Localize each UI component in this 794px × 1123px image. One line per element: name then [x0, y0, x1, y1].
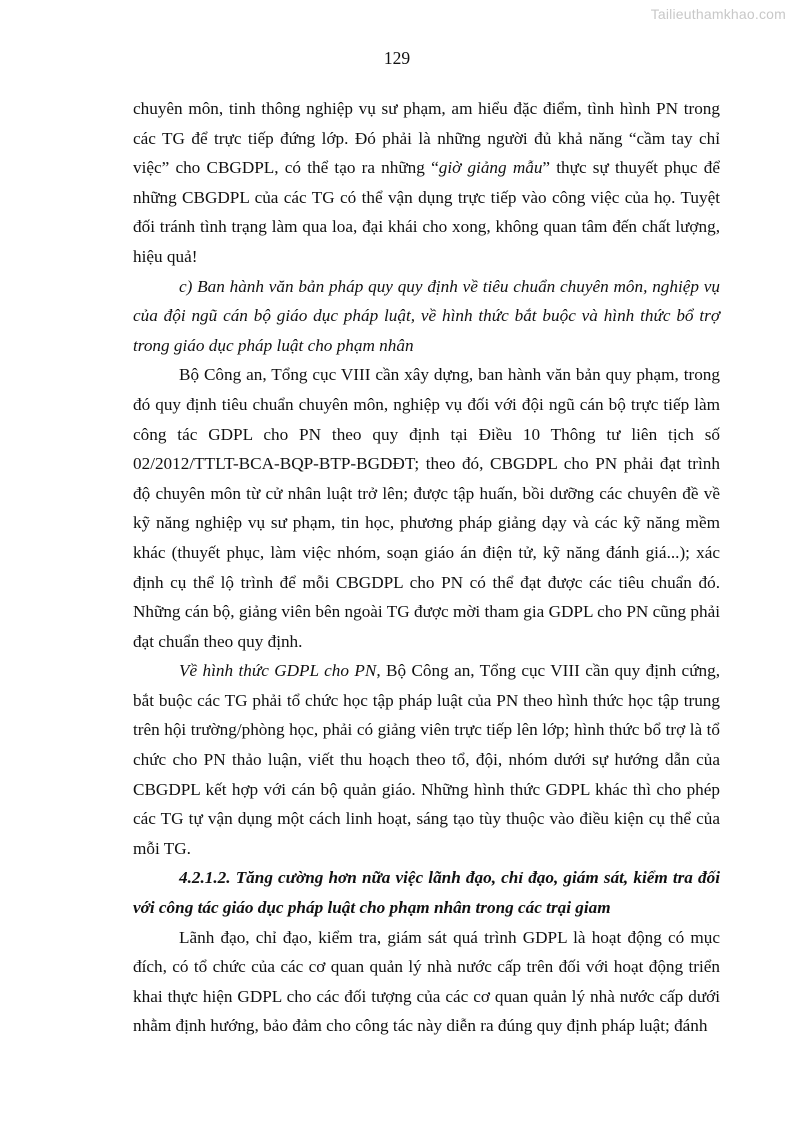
italic-lead: Về hình thức GDPL cho PN: [179, 661, 377, 681]
paragraph-text-after: ” thực sự thuyết phục để những CBGDPL của các TG có thể vận dụng trực tiếp vào công việc của họ. Tuyệt đối tránh tình trạng làm qua loa, đại khái cho xong, không quan tâm đến chất lượng, hiệu quả!: [133, 158, 720, 266]
paragraph-text: chuyên môn, tinh thông nghiệp vụ sư phạm, am hiểu đặc điểm, tình hình PN trong các TG để trực tiếp đứng lớp. Đó phải là những người đủ khả năng “cầm tay chỉ việc” cho CBGDPL, có thể tạo ra những “: [133, 99, 720, 178]
section-heading-4-2-1-2: 4.2.1.2. Tăng cường hơn nữa việc lãnh đạo, chỉ đạo, giám sát, kiểm tra đối với công tác giáo dục pháp luật cho phạm nhân trong các trại giam: [133, 868, 720, 918]
watermark-text: Tailieuthamkhao.com: [650, 6, 786, 22]
italic-phrase: giờ giảng mẫu: [438, 158, 543, 178]
page-number: 129: [383, 48, 411, 68]
paragraph-forms: [133, 656, 720, 863]
subsection-heading-c: c) Ban hành văn bản pháp quy quy định về tiêu chuẩn chuyên môn, nghiệp vụ của đội ngũ cán bộ giáo dục pháp luật, về hình thức bắt buộc và hình thức bổ trợ trong giáo dục pháp luật cho phạm nhân: [133, 276, 720, 355]
paragraph-standards: Bộ Công an, Tổng cục VIII cần xây dựng, ban hành văn bản quy phạm, trong đó quy định tiêu chuẩn chuyên môn, nghiệp vụ đối với đội ngũ cán bộ trực tiếp làm công tác GDPL cho PN theo quy định tại Điều 10 Thông tư liên tịch số 02/2012/TTLT-BCA-BQP-BTP-BGDĐT; theo đó, CBGDPL cho PN phải đạt trình độ chuyên môn từ cử nhân luật trở lên; được tập huấn, bồi dưỡng các chuyên đề về kỹ năng nghiệp vụ sư phạm, tin học, phương pháp giảng dạy và các kỹ năng mềm khác (thuyết phục, làm việc nhóm, soạn giáo án điện tử, kỹ năng đánh giá...); xác định cụ thể lộ trình để mỗi CBGDPL cho PN có thể đạt được các tiêu chuẩn đó. Những cán bộ, giảng viên bên ngoài TG được mời tham gia GDPL cho PN cũng phải đạt chuẩn theo quy định.: [133, 365, 720, 651]
document-body: [133, 94, 720, 1041]
paragraph-text-after: , Bộ Công an, Tổng cục VIII cần quy định cứng, bắt buộc các TG phải tổ chức học tập pháp luật của PN theo hình thức học tập trung trên hội trường/phòng học, phải có giảng viên trực tiếp lên lớp; hình thức bổ trợ là tổ chức cho PN thảo luận, viết thu hoạch theo tổ, đội, nhóm dưới sự hướng dẫn của CBGDPL kết hợp với cán bộ quản giáo. Những hình thức GDPL khác thì cho phép các TG tự vận dụng một cách linh hoạt, sáng tạo tùy thuộc vào điều kiện cụ thể của mỗi TG.: [133, 661, 720, 858]
paragraph-continuation: [133, 94, 720, 272]
paragraph-leadership: Lãnh đạo, chỉ đạo, kiểm tra, giám sát quá trình GDPL là hoạt động có mục đích, có tổ chức của các cơ quan quản lý nhà nước cấp trên đối với hoạt động triển khai thực hiện GDPL cho các đối tượng của các cơ quan quản lý nhà nước cấp dưới nhằm định hướng, bảo đảm cho công tác này diễn ra đúng quy định pháp luật; đánh: [133, 927, 720, 1036]
